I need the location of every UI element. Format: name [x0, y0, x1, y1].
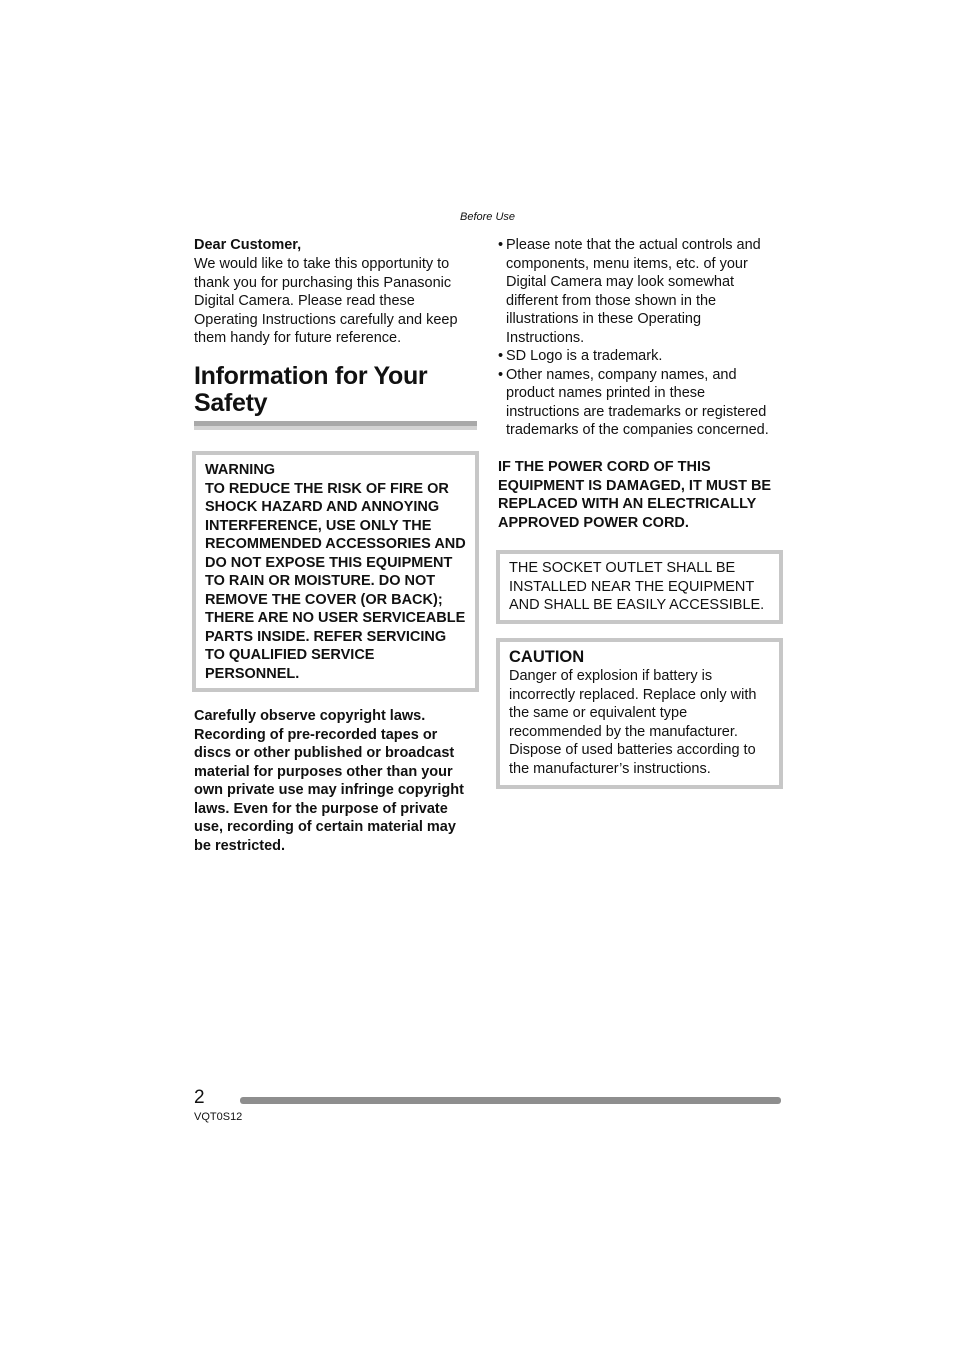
page-heading: Information for Your Safety [194, 362, 428, 417]
list-item [498, 366, 780, 440]
list-item-text: SD Logo is a trademark. [506, 348, 663, 364]
warning-body: TO REDUCE THE RISK OF FIRE OR SHOCK HAZARD AND ANNOYING INTERFERENCE, USE ONLY THE RECOMMENDED ACCESSORIES AND DO NOT EXPOSE THIS EQUIPMENT TO RAIN OR MOISTURE. DO NOT REMOVE THE COVER (OR BACK); THERE ARE NO USER SERVICEABLE PARTS INSIDE. REFER SERVICING TO QUALIFIED SERVICE PERSONNEL. [205, 480, 466, 682]
warning-title: WARNING [205, 462, 276, 478]
greeting-body: We would like to take this opportunity to thank you for purchasing this Panasonic Digital Camera. Please read these Operating Instructions carefully and keep them handy for future reference. [194, 256, 458, 346]
list-item [498, 347, 780, 366]
greeting-title: Dear Customer, [194, 237, 302, 253]
list-item [498, 236, 780, 347]
list-item-text: Please note that the actual controls and components, menu items, etc. of your Digital Camera may look somewhat different from those shown in the illustrations in these Operating Instructions. [506, 237, 761, 346]
footer-rule [240, 1097, 781, 1104]
caution-body: Danger of explosion if battery is incorrectly replaced. Replace only with the same or equivalent type recommended by the manufacturer. Dispose of used batteries according to the manufacturer’s instructions. [509, 668, 757, 777]
list-item-text: Other names, company names, and product names printed in these instructions are trademarks or registered trademarks of the companies concerned. [506, 366, 769, 438]
socket-notice-box [496, 550, 783, 624]
socket-notice-text: THE SOCKET OUTLET SHALL BE INSTALLED NEAR THE EQUIPMENT AND SHALL BE EASILY ACCESSIBLE. [509, 560, 765, 613]
caution-title: CAUTION [509, 648, 585, 666]
document-code: VQT0S12 [194, 1111, 243, 1123]
bullet-icon: • [498, 237, 504, 253]
caution-box [496, 638, 783, 789]
power-cord-notice: IF THE POWER CORD OF THIS EQUIPMENT IS DAMAGED, IT MUST BE REPLACED WITH AN ELECTRICALLY APPROVED POWER CORD. [498, 459, 772, 531]
notes-list [498, 236, 780, 440]
page-number: 2 [194, 1087, 205, 1108]
bullet-icon: • [498, 366, 504, 383]
section-header: Before Use [459, 211, 516, 223]
copyright-note: Carefully observe copyright laws. Recording of pre-recorded tapes or discs or other published or broadcast material for purposes other than your own private use may infringe copyright laws. Even for the purpose of private use, recording of certain material may be restricted. [194, 708, 464, 854]
warning-box [192, 451, 479, 692]
bullet-icon: • [498, 348, 504, 364]
heading-underline [194, 421, 477, 430]
